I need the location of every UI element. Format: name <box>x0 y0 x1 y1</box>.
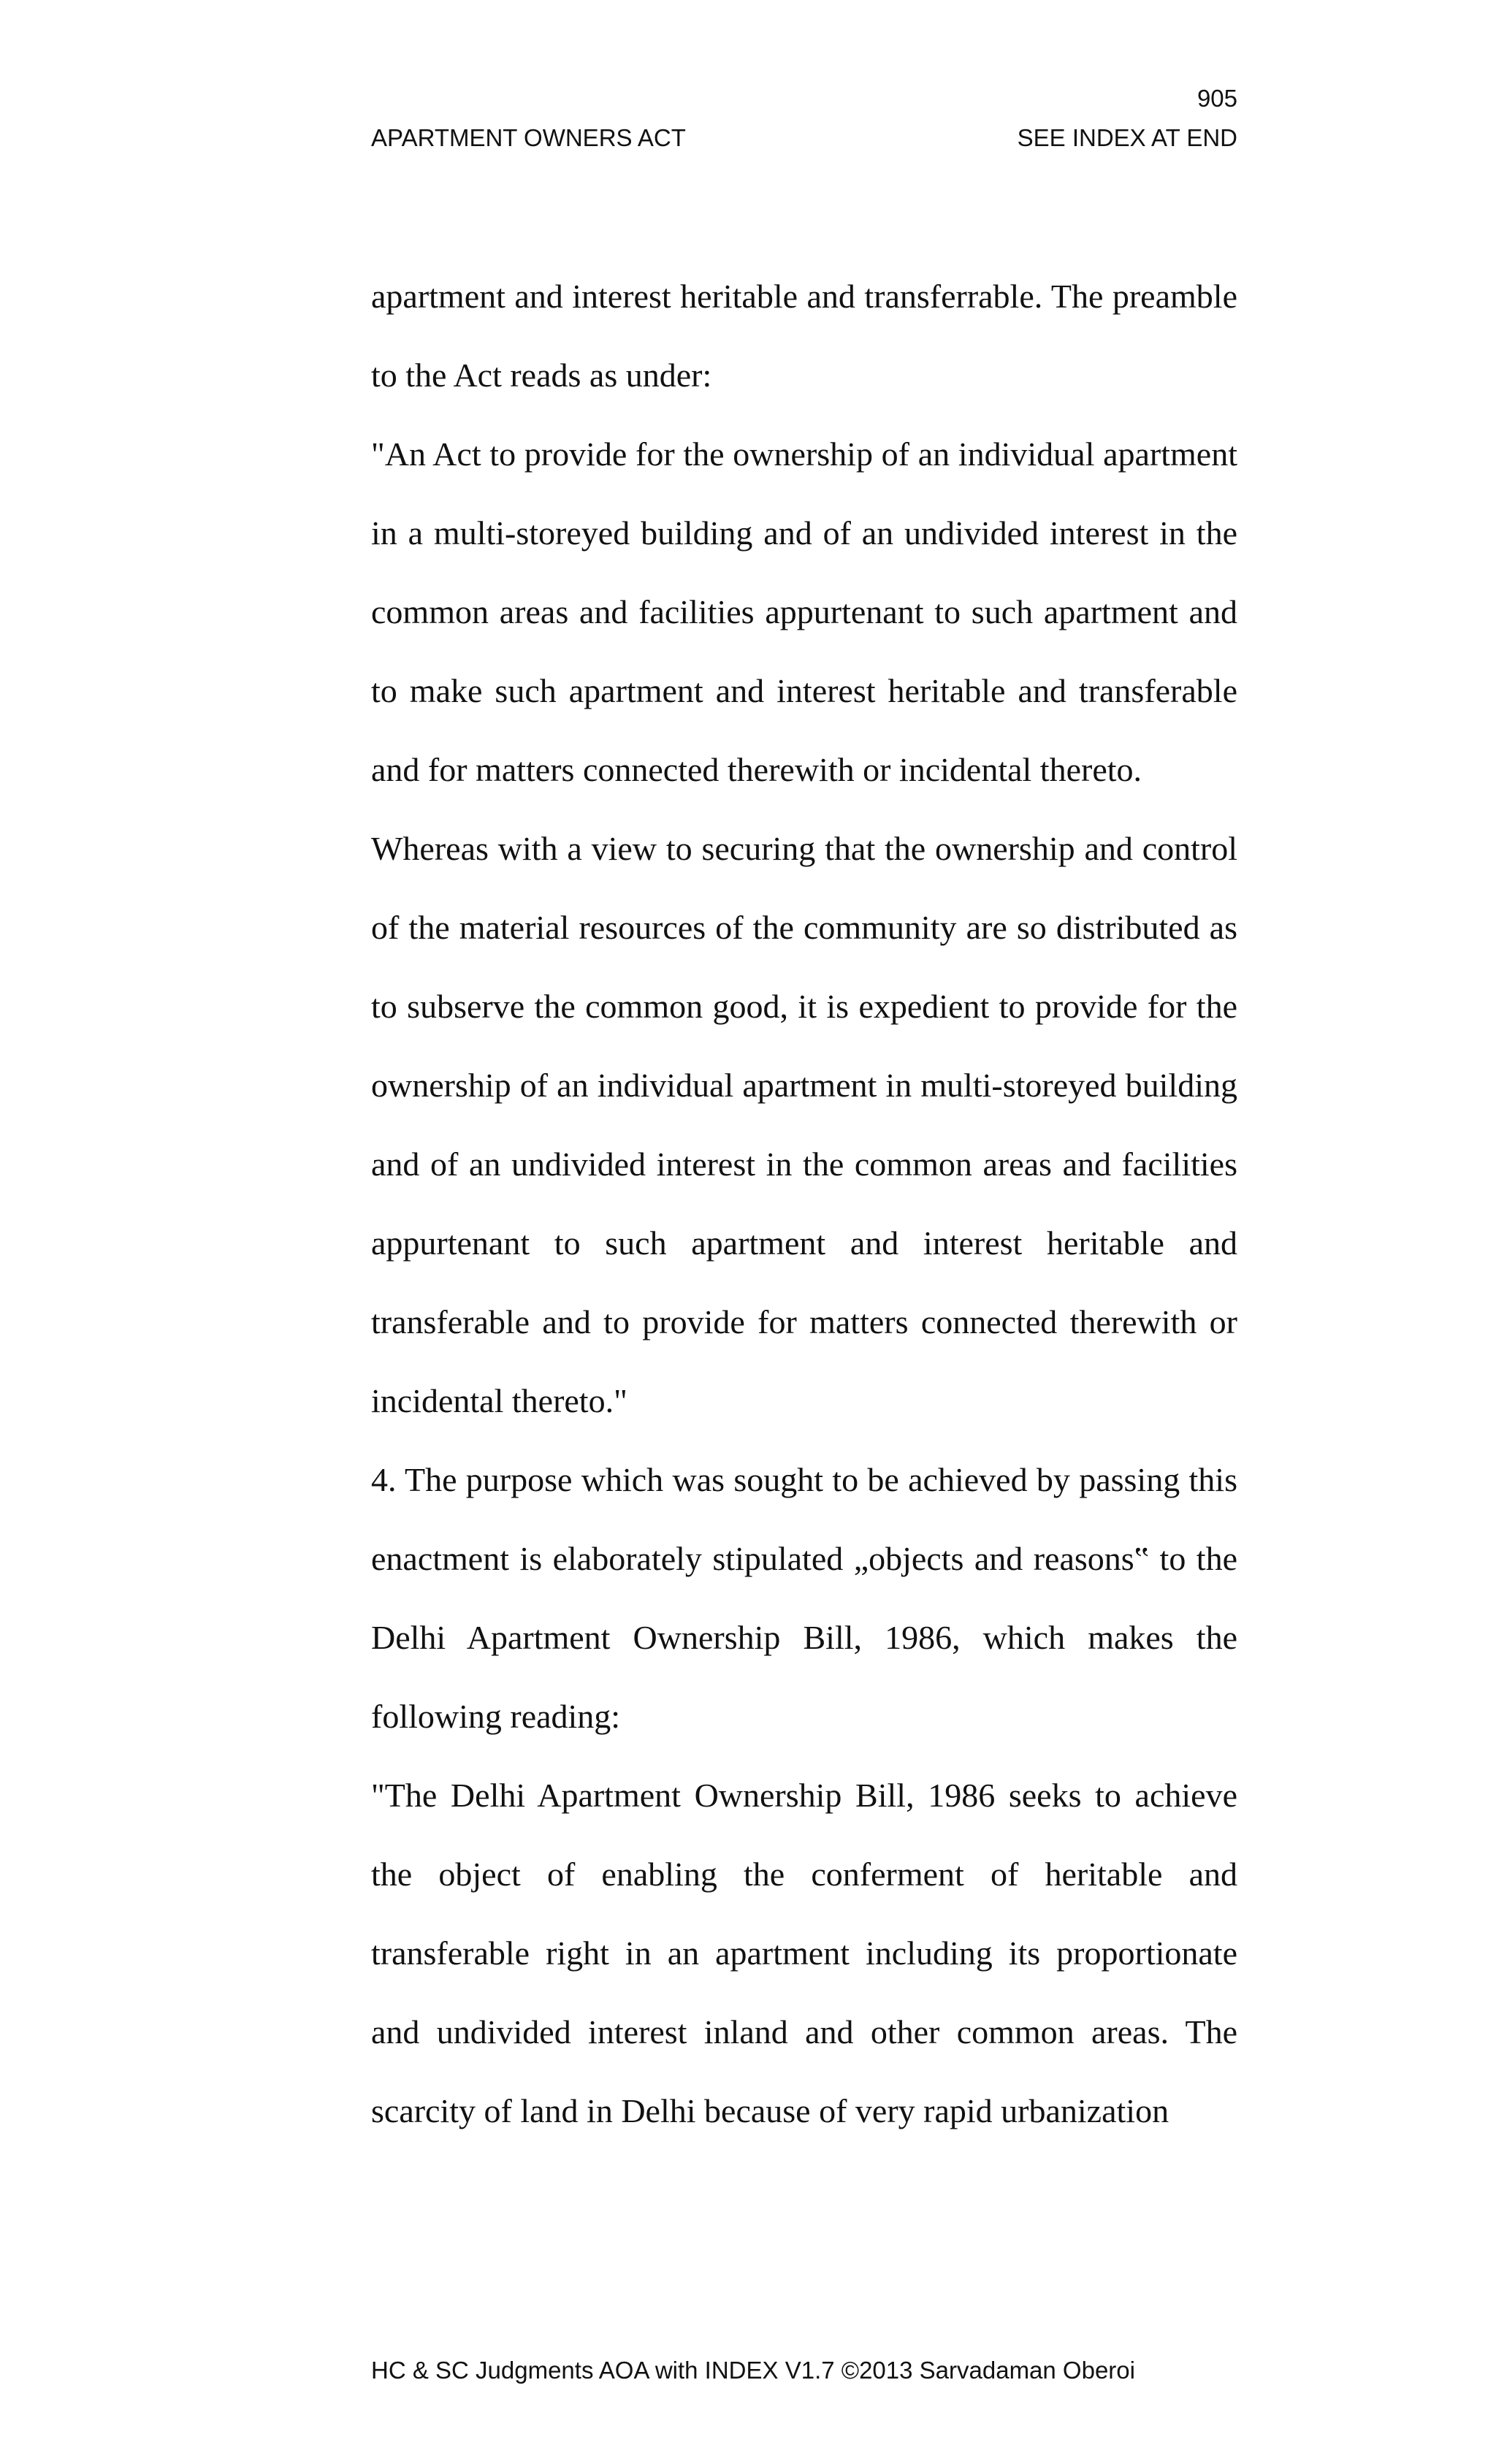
paragraph-bill-objects: "The Delhi Apartment Ownership Bill, 1986 seeks to achieve the object of enabling the conferment of heritable and transferable right in an apartment including its proportionate and undivided interest inland and other common areas. The scarcity of land in Delhi because of very rapid urbanization <box>371 1777 1237 2129</box>
document-body <box>371 257 1237 2151</box>
paragraph-act-title: "An Act to provide for the ownership of an individual apartment in a multi-storeyed building and of an undivided interest in the common areas and facilities appurtenant to such apartment and to make such apartment and interest heritable and transferable and for matters connected therewith or incidental thereto. <box>371 435 1237 788</box>
running-header <box>371 126 1237 150</box>
page-number: 905 <box>1197 85 1237 112</box>
paragraph-preamble-intro: apartment and interest heritable and transferrable. The preamble to the Act reads as under: <box>371 278 1237 394</box>
paragraph-whereas: Whereas with a view to securing that the ownership and control of the material resources of the community are so distributed as to subserve the common good, it is expedient to provide for the ownership of an individual apartment in multi-storeyed building and of an undivided interest in the common areas and facilities appurtenant to such apartment and interest heritable and transferable and to provide for matters connected therewith or incidental thereto." <box>371 830 1237 1419</box>
paragraph-4-purpose: 4. The purpose which was sought to be achieved by passing this enactment is elaborately stipulated „objects and reasons‟ to the Delhi Apartment Ownership Bill, 1986, which makes the following reading: <box>371 1461 1237 1735</box>
header-title: APARTMENT OWNERS ACT <box>371 124 686 151</box>
page-footer: HC & SC Judgments AOA with INDEX V1.7 ©2013 Sarvadaman Oberoi <box>371 2357 1135 2384</box>
header-index-note: SEE INDEX AT END <box>1017 124 1237 151</box>
